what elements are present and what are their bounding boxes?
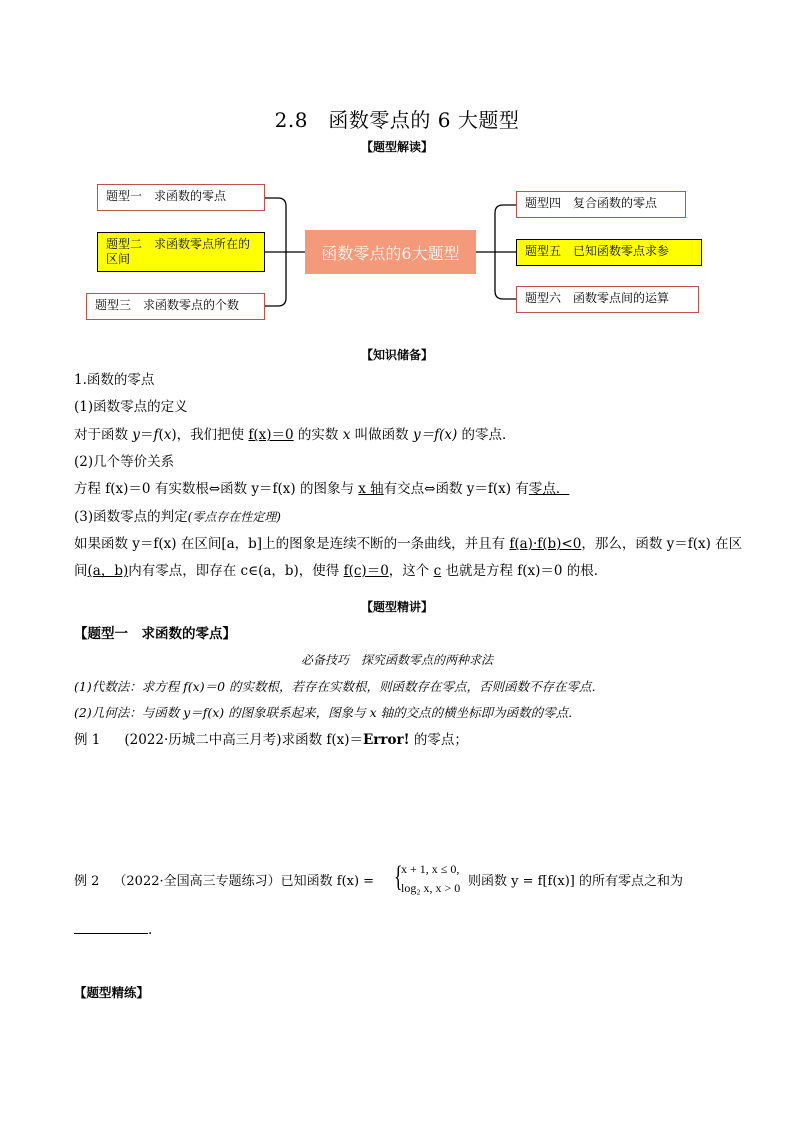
skill-title: 必备技巧 探究函数零点的两种求法 — [300, 653, 493, 667]
mindmap-right-2: 题型五 已知函数零点求参 — [516, 239, 702, 266]
knowledge-p6: 如果函数 y＝f(x) 在区间[a，b]上的图象是连续不断的一条曲线，并且有 f(a)·f(b)<0，那么，函数 y＝f(x) 在区 — [74, 536, 743, 552]
method-2: (2)几何法：与函数 y＝f(x) 的图象联系起来，图象与 x 轴的交点的横坐标即为函数的零点． — [74, 705, 581, 720]
answer-blank[interactable] — [74, 933, 148, 934]
mindmap-connectors — [0, 0, 794, 330]
mindmap-left-1: 题型一 求函数的零点 — [97, 184, 265, 211]
knowledge-p7: 间(a，b)内有零点，即存在 c∈(a，b)，使得 f(c)＝0，这个 c 也就是方程 f(x)＝0 的根． — [74, 563, 608, 579]
answer-blank-end: . — [148, 922, 153, 938]
knowledge-p2: 对于函数 y＝f(x)，我们把使 f(x)＝0 的实数 x 叫做函数 y＝f(x) 的零点． — [74, 427, 516, 443]
piecewise-cases: x + 1, x ≤ 0, log₂ x, x > 0 — [401, 862, 461, 895]
section-knowledge-heading: 【知识储备】 — [360, 348, 433, 362]
knowledge-p3: (2)几个等价关系 — [74, 454, 175, 470]
example-2-tail: 则函数 y = f[f(x)] 的所有零点之和为 — [468, 874, 684, 889]
example-1: 例 1 (2022·历城二中高三月考)求函数 f(x)＝Error! 的零点； — [74, 732, 468, 748]
mindmap-right-1: 题型四 复合函数的零点 — [516, 191, 686, 218]
knowledge-p5: (3)函数零点的判定(零点存在性定理) — [74, 509, 281, 525]
knowledge-p4: 方程 f(x)＝0 有实数根⇔函数 y＝f(x) 的图象与 x 轴有交点⇔函数 y＝f(x) 有零点． — [74, 481, 570, 497]
mindmap-center: 函数零点的6大题型 — [305, 230, 476, 274]
section-practice-heading: 【题型精练】 — [74, 985, 150, 1000]
knowledge-h1: 1.函数的零点 — [74, 372, 155, 388]
section-lecture-heading: 【题型精讲】 — [360, 600, 433, 614]
example-2: 例 2 （2022·全国高三专题练习）已知函数 f(x) = — [74, 874, 375, 889]
mindmap-left-3: 题型三 求函数零点的个数 — [86, 293, 265, 320]
section-reading-heading: 【题型解读】 — [360, 140, 433, 154]
page-title: 2.8 函数零点的 6 大题型 — [274, 108, 520, 132]
type1-heading: 【题型一 求函数的零点】 — [74, 626, 236, 642]
mindmap-right-3: 题型六 函数零点间的运算 — [516, 286, 699, 313]
mindmap-left-2: 题型二 求函数零点所在的区间 — [97, 232, 265, 272]
method-1: (1)代数法：求方程 f(x)＝0 的实数根，若存在实数根，则函数存在零点，否则函数不存在零点． — [74, 679, 605, 694]
knowledge-p1: (1)函数零点的定义 — [74, 399, 188, 415]
piecewise-brace: { — [394, 860, 403, 893]
